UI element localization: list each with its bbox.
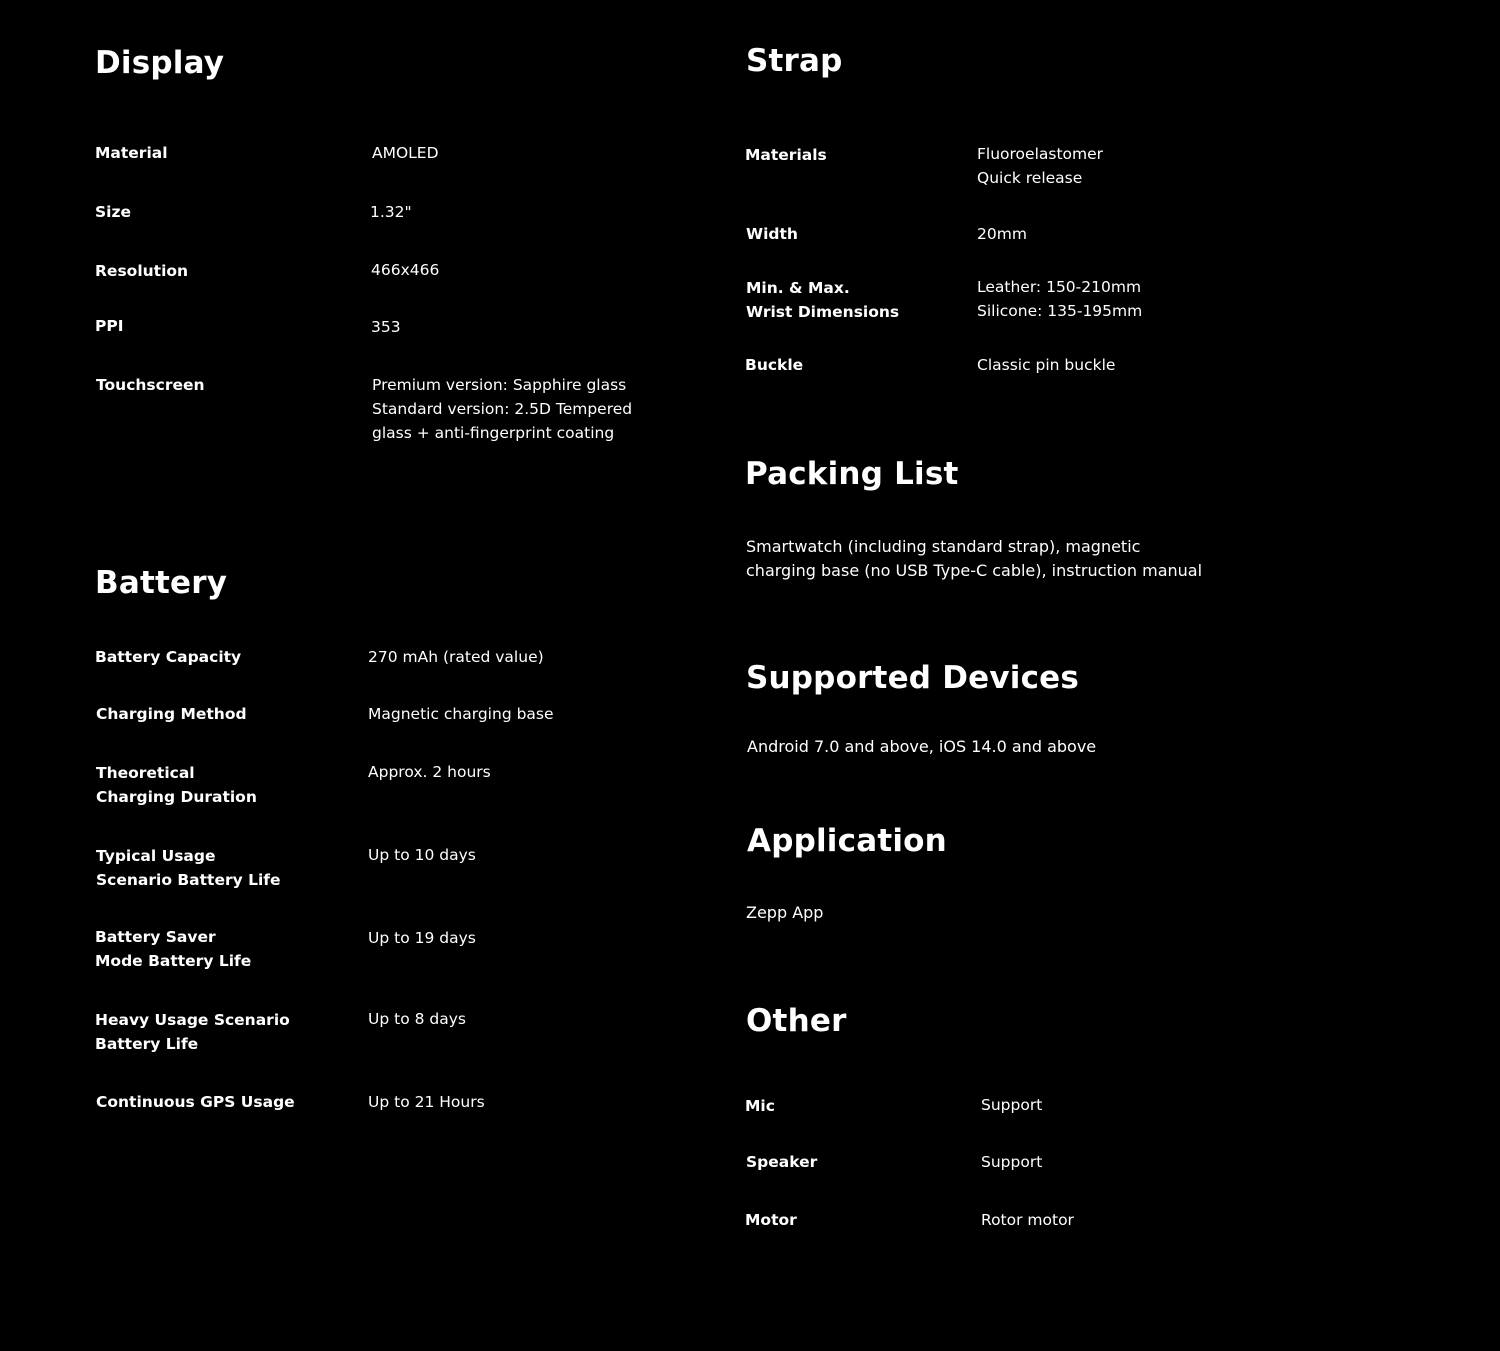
supported-devices-heading: Supported Devices	[746, 660, 1080, 696]
charging-method-value: Magnetic charging base	[368, 705, 554, 723]
typical-battery-life-value: Up to 10 days	[368, 846, 476, 864]
speaker-label: Speaker	[746, 1153, 818, 1171]
display-resolution-label: Resolution	[95, 262, 189, 280]
wrist-dimensions-value: Leather: 150-210mm Silicone: 135-195mm	[977, 278, 1143, 320]
strap-heading: Strap	[746, 43, 843, 79]
buckle-label: Buckle	[745, 356, 804, 374]
battery-capacity-value: 270 mAh (rated value)	[368, 648, 544, 666]
display-ppi-value: 353	[371, 318, 401, 336]
packing-list-heading: Packing List	[745, 456, 959, 492]
gps-usage-label: Continuous GPS Usage	[96, 1093, 295, 1111]
strap-width-value: 20mm	[977, 225, 1027, 243]
other-heading: Other	[746, 1003, 847, 1039]
buckle-value: Classic pin buckle	[977, 356, 1116, 374]
heavy-battery-life-value: Up to 8 days	[368, 1010, 466, 1028]
motor-label: Motor	[745, 1211, 797, 1229]
saver-battery-life-value: Up to 19 days	[368, 929, 476, 947]
display-size-label: Size	[95, 203, 132, 221]
supported-devices-text: Android 7.0 and above, iOS 14.0 and above	[747, 737, 1097, 756]
display-resolution-value: 466x466	[371, 261, 440, 279]
mic-value: Support	[981, 1096, 1043, 1114]
charging-method-label: Charging Method	[96, 705, 247, 723]
display-material-value: AMOLED	[372, 144, 439, 162]
display-touchscreen-label: Touchscreen	[96, 376, 205, 394]
saver-battery-life-label: Battery Saver Mode Battery Life	[95, 928, 252, 970]
application-text: Zepp App	[746, 903, 824, 922]
charging-duration-value: Approx. 2 hours	[368, 763, 491, 781]
strap-materials-value: Fluoroelastomer Quick release	[977, 145, 1104, 187]
typical-battery-life-label: Typical Usage Scenario Battery Life	[96, 847, 281, 889]
battery-capacity-label: Battery Capacity	[95, 648, 242, 666]
display-touchscreen-value: Premium version: Sapphire glass Standard version: 2.5D Tempered glass + anti-fingerprint coating	[372, 376, 633, 442]
wrist-dimensions-label: Min. & Max. Wrist Dimensions	[746, 279, 900, 321]
heavy-battery-life-label: Heavy Usage Scenario Battery Life	[95, 1011, 290, 1053]
strap-width-label: Width	[746, 225, 798, 243]
mic-label: Mic	[745, 1097, 775, 1115]
display-ppi-label: PPI	[95, 317, 124, 335]
gps-usage-value: Up to 21 Hours	[368, 1093, 485, 1111]
speaker-value: Support	[981, 1153, 1043, 1171]
display-material-label: Material	[95, 144, 168, 162]
strap-materials-label: Materials	[745, 146, 827, 164]
display-size-value: 1.32"	[370, 203, 412, 221]
charging-duration-label: Theoretical Charging Duration	[96, 764, 257, 806]
battery-heading: Battery	[95, 565, 228, 601]
motor-value: Rotor motor	[981, 1211, 1074, 1229]
application-heading: Application	[747, 823, 947, 859]
display-heading: Display	[95, 45, 225, 81]
packing-list-text: Smartwatch (including standard strap), magnetic charging base (no USB Type-C cable), instruction manual	[746, 537, 1203, 580]
